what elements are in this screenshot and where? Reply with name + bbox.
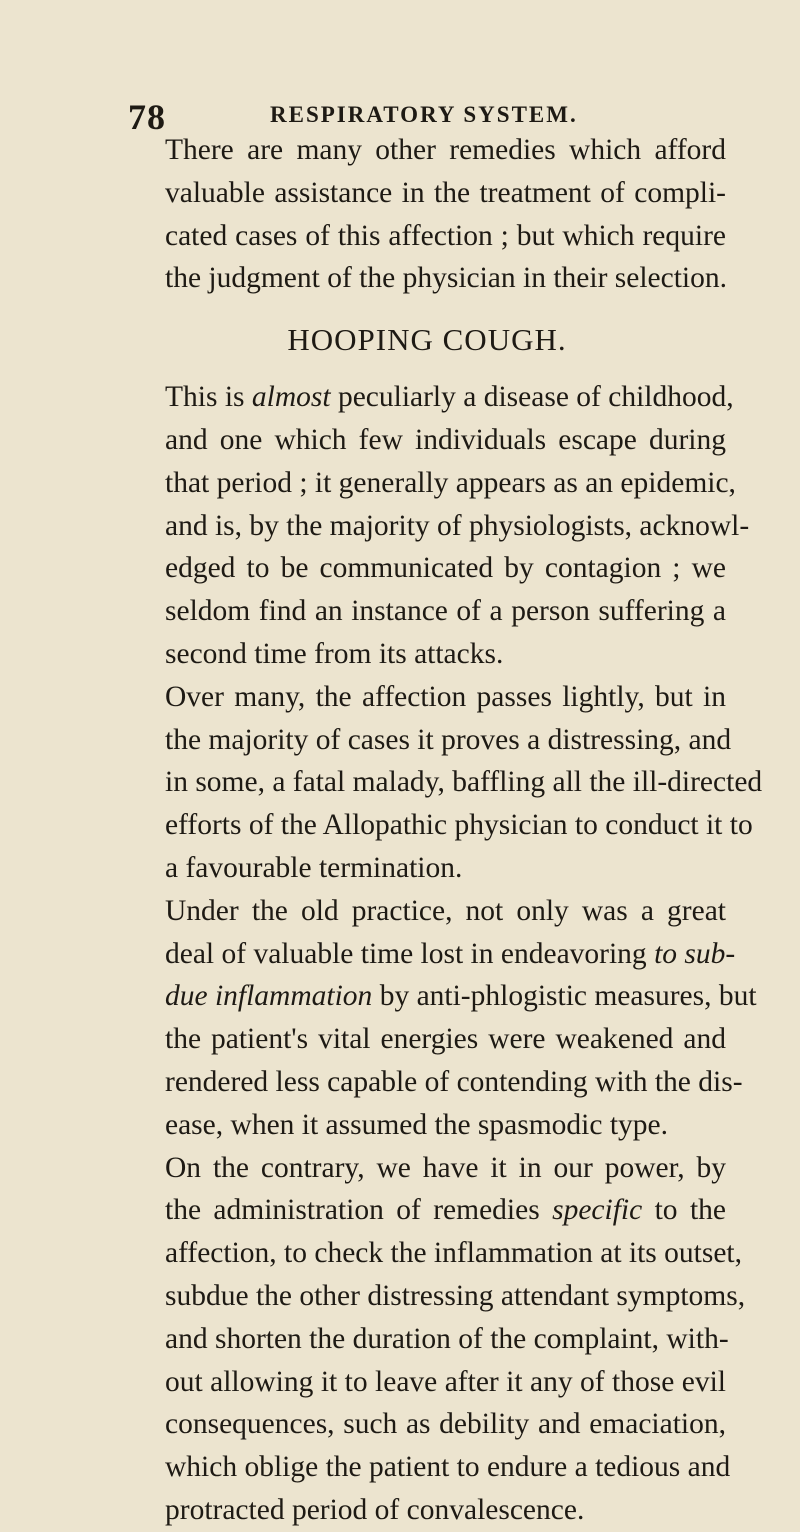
text-line: and one which few individuals escape during (165, 423, 726, 456)
text-line (128, 933, 736, 976)
text-line (128, 975, 757, 1018)
text-line: seldom find an instance of a person suffering a (165, 595, 726, 628)
text-line: rendered less capable of contending with the dis- (165, 1065, 743, 1098)
text-line: second time from its attacks. (165, 637, 504, 670)
emphasis-text: specific (552, 1194, 643, 1227)
text-line: that period ; it generally appears as an epidemic, (165, 466, 736, 499)
text-run: peculiarly a disease of childhood, (330, 381, 734, 414)
text-line: edged to be communicated by contagion ; we (165, 552, 726, 585)
emphasis-text: almost (251, 381, 331, 414)
emphasis-text: to sub- (654, 937, 736, 970)
paragraph-specific-remedies (128, 1147, 746, 1532)
text-line: There are many other remedies which afford (165, 134, 726, 166)
text-run: This is (165, 381, 252, 414)
text-line: the judgment of the physician in their selection. (165, 262, 727, 295)
text-line: the patient's vital energies were weakened and (165, 1023, 726, 1056)
emphasis-text: due inflammation (165, 980, 373, 1013)
text-run: to the (642, 1194, 726, 1227)
text-line: the majority of cases it proves a distressing, and (165, 723, 732, 756)
text-line: efforts of the Allopathic physician to conduct it to (165, 809, 753, 842)
page-number: 78 (128, 97, 166, 137)
text-line: cated cases of this affection ; but which require (165, 219, 726, 252)
text-line: out allowing it to leave after it any of those evil (165, 1365, 726, 1398)
text-run: deal of valuable time lost in endeavoring (165, 937, 655, 970)
intro-paragraph (128, 129, 726, 300)
text-line: and shorten the duration of the complaint, with- (165, 1322, 729, 1355)
text-line: a favourable termination. (165, 851, 463, 884)
text-line: subdue the other distressing attendant symptoms, (165, 1279, 746, 1312)
text-line: valuable assistance in the treatment of compli- (165, 176, 726, 209)
text-line: protracted period of convalescence. (165, 1493, 585, 1526)
text-run: by anti-phlogistic measures, but (372, 980, 757, 1013)
text-line: Over many, the affection passes lightly, but in (165, 680, 726, 713)
paragraph-childhood-disease (128, 376, 750, 676)
text-line: Under the old practice, not only was a great (165, 894, 726, 927)
paragraph-old-practice (128, 890, 757, 1147)
body-text (128, 129, 763, 1532)
text-line (128, 1189, 726, 1232)
text-line: in some, a fatal malady, baffling all the ill-directed (165, 766, 763, 799)
text-run: the administration of remedies (165, 1194, 553, 1227)
text-line: which oblige the patient to endure a tedious and (165, 1451, 731, 1484)
text-line: On the contrary, we have it in our power, by (165, 1151, 726, 1184)
text-line: consequences, such as debility and emaciation, (165, 1408, 726, 1441)
text-line: and is, by the majority of physiologists, acknowl- (165, 509, 750, 542)
section-heading: HOOPING COUGH. (287, 322, 567, 358)
running-header (128, 96, 728, 137)
text-line: affection, to check the inflammation at its outset, (165, 1237, 742, 1270)
text-line (128, 376, 734, 419)
text-line: ease, when it assumed the spasmodic type. (165, 1108, 669, 1141)
running-title: RESPIRATORY SYSTEM. (270, 102, 578, 127)
paragraph-course (128, 676, 763, 890)
